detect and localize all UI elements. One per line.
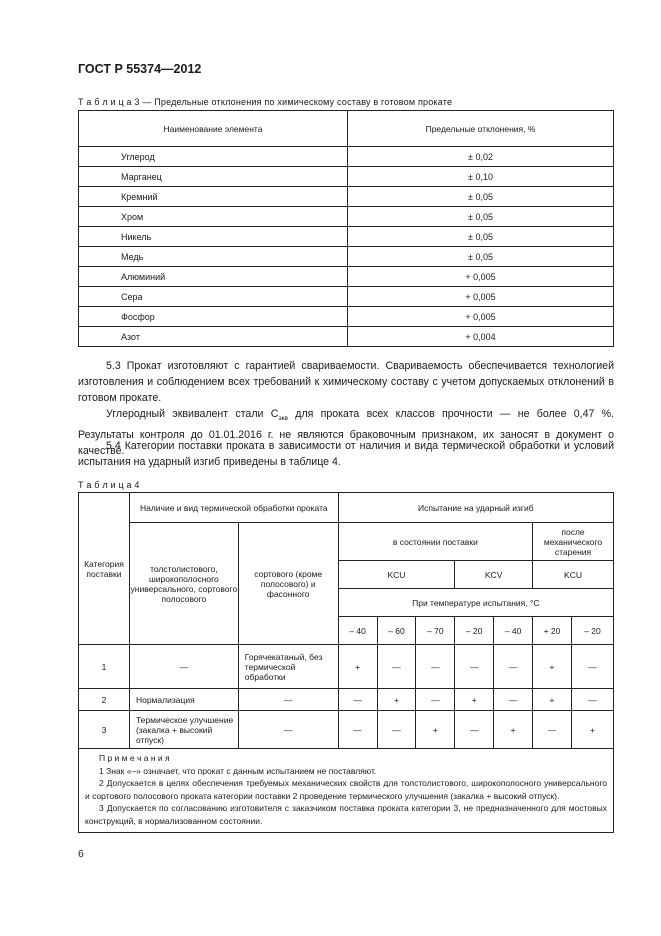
temperature-cell: – 20 — [455, 617, 494, 645]
table-row — [79, 327, 614, 347]
table-row — [79, 267, 614, 287]
table-3 — [78, 110, 614, 347]
note-item: 3 Допускается по согласованию изготовителя с заказчиком поставка проката категории 3, не предназначенного для мостовых конструкций, в нормализованном состоянии. — [85, 803, 607, 826]
table4-notes — [79, 749, 614, 833]
temperature-cell: + 20 — [533, 617, 572, 645]
table3-caption-text: — Предельные отклонения по химическому составу в готовом прокате — [139, 97, 453, 107]
impact-value-cell: + — [533, 645, 572, 689]
bar-treatment-cell: — — [238, 711, 338, 749]
paragraph-5-3 — [78, 358, 614, 406]
table3-col-element: Наименование элемента — [79, 111, 348, 147]
impact-value-cell: — — [416, 645, 455, 689]
paragraph-5-4-text: 5.4 Категории поставки проката в зависимости от наличия и вида термической обработки и условий испытания на ударный изгиб приведены в таблице 4. — [78, 440, 614, 468]
table4-h-category: Категория поставки — [79, 493, 130, 645]
element-name: Азот — [79, 327, 348, 347]
table4-h-impact: Испытание на ударный изгиб — [338, 493, 613, 523]
deviation-value: ± 0,05 — [348, 207, 614, 227]
element-name: Медь — [79, 247, 348, 267]
element-name: Алюминий — [79, 267, 348, 287]
element-name: Марганец — [79, 167, 348, 187]
table4-h-sheet: толстолистового, широкополосного универсального, сортового полосового — [129, 523, 238, 645]
impact-value-cell: — — [455, 711, 494, 749]
table-row — [79, 147, 614, 167]
temperature-cell: – 40 — [494, 617, 533, 645]
deviation-value: ± 0,05 — [348, 227, 614, 247]
table4-h-temperature: При температуре испытания, °С — [338, 589, 613, 617]
carbon-subscript: экв — [278, 415, 288, 423]
deviation-value: ± 0,02 — [348, 147, 614, 167]
impact-value-cell: — — [377, 711, 416, 749]
impact-value-cell: — — [571, 689, 613, 711]
impact-value-cell: + — [533, 689, 572, 711]
table4-h-kcu-aging: KCU — [533, 561, 614, 589]
table-4 — [78, 492, 614, 833]
impact-value-cell: + — [571, 711, 613, 749]
impact-value-cell: — — [571, 645, 613, 689]
element-name: Углерод — [79, 147, 348, 167]
temperature-cell: – 40 — [338, 617, 377, 645]
page-number: 6 — [78, 848, 84, 860]
carbon-text-a: Углеродный эквивалент стали С — [106, 408, 279, 420]
bar-treatment-cell: Горячекатаный, без термической обработки — [238, 645, 338, 689]
impact-value-cell: + — [338, 645, 377, 689]
impact-value-cell: + — [416, 711, 455, 749]
table-row — [79, 307, 614, 327]
deviation-value: ± 0,10 — [348, 167, 614, 187]
temperature-cell: – 60 — [377, 617, 416, 645]
bar-treatment-cell: — — [238, 689, 338, 711]
table4-body — [79, 645, 614, 749]
deviation-value: ± 0,05 — [348, 187, 614, 207]
table3-body — [79, 147, 614, 347]
impact-value-cell: — — [416, 689, 455, 711]
impact-value-cell: — — [455, 645, 494, 689]
impact-value-cell: + — [494, 711, 533, 749]
impact-value-cell: — — [338, 711, 377, 749]
table4-h-kcu-delivery: KCU — [338, 561, 455, 589]
element-name: Сера — [79, 287, 348, 307]
table3-caption — [78, 97, 452, 107]
table4-h-aging: после механического старения — [533, 523, 614, 561]
sheet-treatment-cell: Нормализация — [129, 689, 238, 711]
impact-value-cell: — — [494, 645, 533, 689]
notes-title: П р и м е ч а н и я — [99, 753, 170, 763]
document-header: ГОСТ Р 55374—2012 — [78, 62, 202, 76]
impact-value-cell: — — [377, 645, 416, 689]
table-row — [79, 711, 614, 749]
note-item: 2 Допускается в целях обеспечения требуемых механических свойств для толстолистового, широкополосного универсального и сортового полосового проката категории поставки 2 проведение термического улучшения (закалка + высокий отпуск). — [85, 778, 607, 801]
table4-h-delivery: в состоянии поставки — [338, 523, 532, 561]
table-row — [79, 645, 614, 689]
table4-h-bar: сортового (кроме полосового) и фасонного — [238, 523, 338, 645]
element-name: Хром — [79, 207, 348, 227]
sheet-treatment-cell: Термическое улучшение (закалка + высокий отпуск) — [129, 711, 238, 749]
element-name: Фосфор — [79, 307, 348, 327]
paragraph-5-3-text: 5.3 Прокат изготовляют с гарантией свариваемости. Свариваемость обеспечивается технологией изготовления и соблюдением всех требований к химическому составу с учетом допускаемых отклонений в готовом прокате. — [78, 360, 614, 404]
deviation-value: ± 0,05 — [348, 247, 614, 267]
deviation-value: + 0,005 — [348, 267, 614, 287]
carbon-text-b: для проката всех классов прочности — не более 0,47 %. Результаты контроля до 01.01.2016 г. не являются браковочным признаком, их заносят в документ о качестве. — [78, 408, 614, 458]
category-cell: 2 — [79, 689, 130, 711]
impact-value-cell: — — [338, 689, 377, 711]
impact-value-cell: — — [494, 689, 533, 711]
table3-col-deviation: Предельные отклонения, % — [348, 111, 614, 147]
table3-caption-label: Т а б л и ц а 3 — [78, 97, 140, 107]
element-name: Никель — [79, 227, 348, 247]
table4-h-kcv: KCV — [455, 561, 533, 589]
deviation-value: + 0,005 — [348, 287, 614, 307]
deviation-value: + 0,005 — [348, 307, 614, 327]
temperature-cell: – 20 — [571, 617, 613, 645]
deviation-value: + 0,004 — [348, 327, 614, 347]
category-cell: 3 — [79, 711, 130, 749]
table-row — [79, 287, 614, 307]
table4-h-heat-treatment: Наличие и вид термической обработки проката — [129, 493, 338, 523]
table4-caption: Т а б л и ц а 4 — [78, 480, 140, 490]
note-item: 1 Знак «–» означает, что прокат с данным испытанием не поставляют. — [99, 765, 377, 776]
table-row — [79, 227, 614, 247]
table-row — [79, 207, 614, 227]
temperature-cell: – 70 — [416, 617, 455, 645]
sheet-treatment-cell: — — [129, 645, 238, 689]
impact-value-cell: — — [533, 711, 572, 749]
table-row — [79, 689, 614, 711]
category-cell: 1 — [79, 645, 130, 689]
notes-list — [85, 765, 607, 828]
impact-value-cell: + — [377, 689, 416, 711]
element-name: Кремний — [79, 187, 348, 207]
table-row — [79, 167, 614, 187]
impact-value-cell: + — [455, 689, 494, 711]
table-row — [79, 187, 614, 207]
table-row — [79, 247, 614, 267]
paragraph-5-4 — [78, 438, 614, 470]
